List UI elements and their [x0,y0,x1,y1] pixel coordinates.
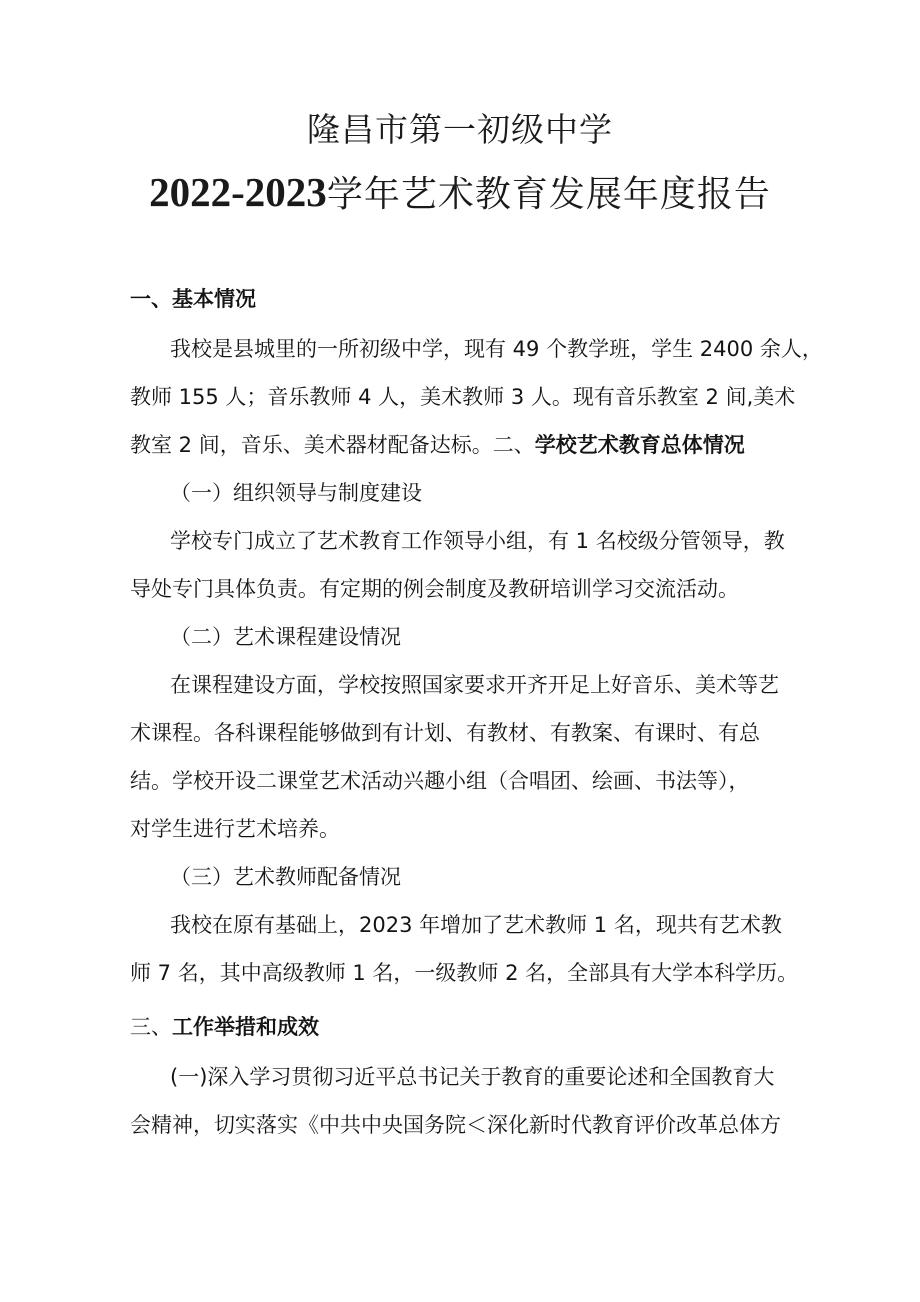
report-title-text: 学年艺术教育发展年度报告 [326,174,771,215]
section-2-paragraph-2-line-4: 对学生进行艺术培养。 [130,817,340,841]
section-1-paragraph-line-3-text: 教室 2 间，音乐、美术器材配备达标。二、 [130,433,535,457]
report-title [0,166,920,217]
report-year: 2022-2023 [149,169,327,215]
section-2-subheading-1: （一）组织领导与制度建设 [170,481,422,505]
section-2-paragraph-1-line-2: 导处专门具体负责。有定期的例会制度及教研培训学习交流活动。 [130,577,739,601]
section-2-paragraph-1-line-1: 学校专门成立了艺术教育工作领导小组，有 1 名校级分管领导，教 [170,529,785,553]
section-3-heading [130,1012,319,1042]
section-1-paragraph-line-3 [130,430,745,460]
section-3-heading-text: 工作举措和成效 [172,1015,319,1039]
section-3-paragraph-1-line-2: 会精神，切实落实《中共中央国务院＜深化新时代教育评价改革总体方 [130,1113,781,1137]
section-2-subheading-2: （二）艺术课程建设情况 [170,625,401,649]
section-1-paragraph-line-2: 教师 155 人；音乐教师 4 人，美术教师 3 人。现有音乐教室 2 间,美术 [130,385,796,409]
section-2-paragraph-2-line-2: 术课程。各科课程能够做到有计划、有教材、有教案、有课时、有总 [130,721,760,745]
section-3-heading-number: 三、 [130,1015,172,1039]
section-2-paragraph-2-line-3: 结。学校开设二课堂艺术活动兴趣小组（合唱团、绘画、书法等）， [130,769,750,793]
section-1-paragraph-line-1: 我校是县城里的一所初级中学，现有 49 个教学班，学生 2400 余人， [170,337,823,361]
section-2-subheading-3: （三）艺术教师配备情况 [170,865,401,889]
section-2-paragraph-3-line-1: 我校在原有基础上，2023 年增加了艺术教师 1 名，现共有艺术教 [170,913,782,937]
section-2-heading: 学校艺术教育总体情况 [534,433,745,457]
section-2-paragraph-3-line-2: 师 7 名，其中高级教师 1 名，一级教师 2 名，全部具有大学本科学历。 [130,961,799,985]
school-name-title: 隆昌市第一初级中学 [307,110,613,149]
section-1-heading: 一、基本情况 [130,287,256,311]
section-3-paragraph-1-line-1: (一)深入学习贯彻习近平总书记关于教育的重要论述和全国教育大 [170,1065,775,1089]
section-2-paragraph-2-line-1: 在课程建设方面，学校按照国家要求开齐开足上好音乐、美术等艺 [170,673,779,697]
